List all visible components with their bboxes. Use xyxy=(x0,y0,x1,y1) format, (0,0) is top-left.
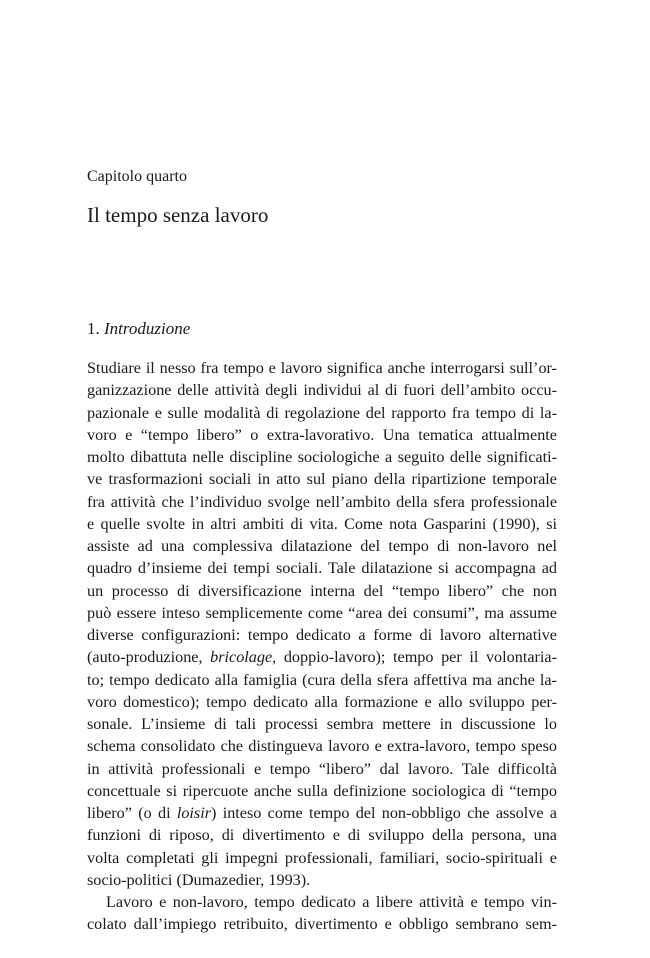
text-line xyxy=(87,446,557,468)
text-segment: ) inteso come tempo del non-obbligo che assolve a xyxy=(211,804,557,822)
text-segment: Studiare il nesso fra tempo e lavoro significa anche interrogarsi sull’or- xyxy=(87,359,557,377)
text-segment: voro domestico); tempo dedicato alla formazione e allo sviluppo per- xyxy=(87,692,557,711)
text-line xyxy=(87,669,557,691)
section-heading xyxy=(87,318,190,340)
text-line xyxy=(87,869,557,891)
text-segment: socio-politici (Dumazedier, 1993). xyxy=(87,870,311,889)
text-segment: e quelle svolte in altri ambiti di vita. Come nota Gasparini (1990), si xyxy=(87,514,557,533)
text-line xyxy=(87,357,557,379)
paragraph-1 xyxy=(87,357,557,891)
text-segment: in attività professionali e tempo “libero” dal lavoro. Tale difficoltà xyxy=(87,759,557,778)
text-line xyxy=(87,580,557,602)
text-line xyxy=(87,513,557,535)
text-line xyxy=(87,802,557,824)
chapter-label: Capitolo quarto xyxy=(87,168,187,185)
text-line xyxy=(87,402,557,424)
text-line xyxy=(87,735,557,757)
text-segment: (auto-produzione, xyxy=(87,648,211,667)
text-segment: molto dibattuta nelle discipline sociologiche a seguito delle significati- xyxy=(87,448,557,466)
text-line xyxy=(87,847,557,869)
section-title: Introduzione xyxy=(104,319,191,338)
text-segment: colato dall’impiego retribuito, divertimento e obbligo sembrano sem- xyxy=(87,915,557,934)
text-segment: quadro d’insieme dei tempi sociali. Tale dilatazione si accompagna ad xyxy=(87,559,557,578)
text-segment: schema consolidato che distingueva lavoro e extra-lavoro, tempo speso xyxy=(87,737,557,756)
text-segment: diverse configurazioni: tempo dedicato a forme di lavoro alternative xyxy=(87,626,557,644)
text-segment: fra attività che l’individuo svolge nell’ambito della sfera professionale xyxy=(87,492,557,511)
text-line xyxy=(87,557,557,579)
body-text xyxy=(87,357,557,936)
text-segment: un processo di diversificazione interna del “tempo libero” che non xyxy=(87,581,557,600)
paragraph-2 xyxy=(87,891,557,936)
text-line xyxy=(87,491,557,513)
text-segment: sonale. L’insieme di tali processi sembra mettere in discussione lo xyxy=(87,715,557,733)
text-segment: assiste ad una complessiva dilatazione del tempo di non-lavoro nel xyxy=(87,537,557,555)
text-line xyxy=(87,379,557,401)
text-segment: voro e “tempo libero” o extra-lavorativo. Una tematica attualmente xyxy=(87,425,557,444)
text-line xyxy=(87,913,557,935)
text-line xyxy=(87,891,557,913)
text-line xyxy=(87,691,557,713)
text-line xyxy=(87,758,557,780)
text-segment: libero” (o di xyxy=(87,804,177,822)
text-segment: concettuale si ripercuote anche sulla definizione sociologica di “tempo xyxy=(87,781,557,800)
text-segment: volta completati gli impegni professionali, familiari, socio-spirituali e xyxy=(87,848,557,867)
text-line xyxy=(87,535,557,557)
text-segment: , doppio-lavoro); tempo per il volontaria- xyxy=(272,648,557,667)
text-line xyxy=(87,713,557,735)
chapter-title: Il tempo senza lavoro xyxy=(87,203,269,227)
text-segment: può essere inteso semplicemente come “area dei consumi”, ma assume xyxy=(87,603,557,622)
italic-term: loisir xyxy=(176,804,212,822)
text-line xyxy=(87,624,557,646)
text-line xyxy=(87,468,557,490)
section-number: 1. xyxy=(87,319,100,338)
text-segment: funzioni di riposo, di divertimento e di sviluppo della persona, una xyxy=(87,826,557,845)
text-line xyxy=(87,646,557,668)
text-line xyxy=(87,780,557,802)
text-segment: Lavoro e non-lavoro, tempo dedicato a libere attività e tempo vin- xyxy=(106,893,557,911)
text-line xyxy=(87,824,557,846)
text-line xyxy=(87,424,557,446)
text-segment: to; tempo dedicato alla famiglia (cura della sfera affettiva ma anche la- xyxy=(87,670,557,689)
text-segment: ganizzazione delle attività degli individui al di fuori dell’ambito occu- xyxy=(87,381,557,400)
italic-term: bricolage xyxy=(210,648,273,667)
text-line xyxy=(87,602,557,624)
text-segment: pazionale e sulle modalità di regolazione del rapporto fra tempo di la- xyxy=(87,403,557,422)
text-segment: ve trasformazioni sociali in atto sul piano della ripartizione temporale xyxy=(87,470,557,489)
